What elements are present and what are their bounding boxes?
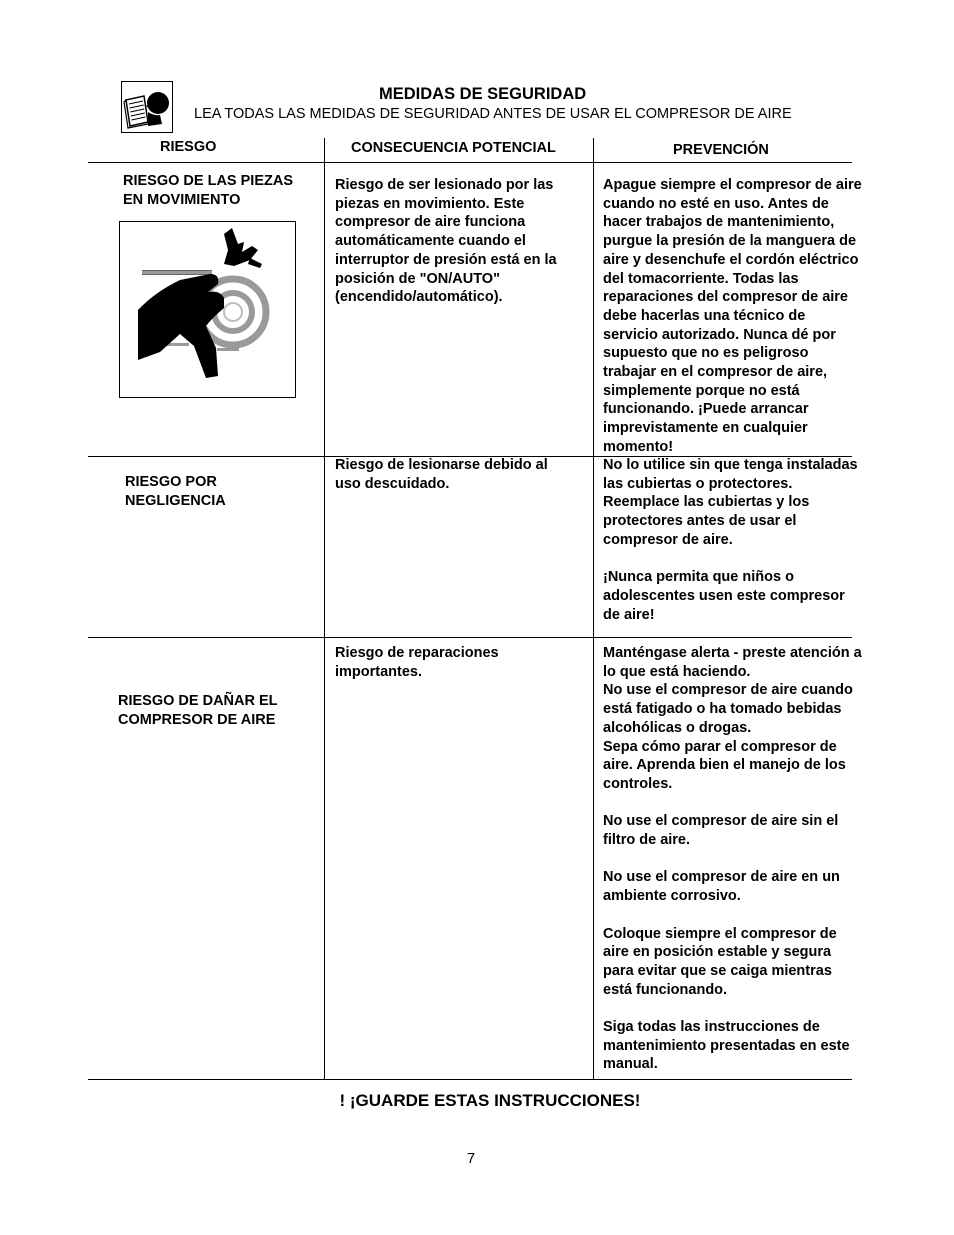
table-divider-left — [324, 138, 325, 1080]
table-cell-consequence: Riesgo de ser lesionado por las piezas en movimiento. Este compresor de aire funciona automáticamente cuando el interruptor de presión está en la posición de "ON/AUTO" (encendido/automático). — [335, 177, 557, 306]
table-cell-prevention: Manténgase alerta - preste atención a lo que está haciendo. No use el compresor de aire cuando está fatigado o ha tomado bebidas alcohólicas o drogas. Sepa cómo parar el compresor de aire. Aprenda bien el manejo de los controles. No use el compresor de aire sin el filtro de aire. No use el compresor de aire en un ambiente corrosivo. Coloque siempre el compresor de aire en posición estable y segura para evitar que se caiga mientras está funcionando. Siga todas las instrucciones de mantenimiento presentadas en este manual. — [603, 645, 862, 1073]
table-cell-prevention: Apague siempre el compresor de aire cuando no esté en uso. Antes de hacer trabajos de mantenimiento, purgue la presión de la manguera de aire y desenchufe el cordón eléctrico del tomacorriente. Todas las reparaciones del compresor de aire debe hacerlas una técnico de servicio autorizado. Nunca dé por supuesto que no es peligroso trabajar en el compresor de aire, simplemente porque no está funcionando. ¡Puede arrancar imprevistamente en cualquier momento! — [603, 177, 862, 455]
table-rule-row2 — [88, 637, 852, 638]
page-title: MEDIDAS DE SEGURIDAD — [379, 85, 587, 103]
page-number: 7 — [466, 1151, 476, 1167]
table-cell-prevention: No lo utilice sin que tenga instaladas las cubiertas o protectores. Reemplace las cubiertas y los protectores antes de usar el compresor de aire. ¡Nunca permita que niños o adolescentes usen este compresor de aire! — [603, 457, 858, 623]
table-cell-risk: RIESGO POR NEGLIGENCIA — [125, 474, 226, 509]
column-header-risk: RIESGO — [160, 139, 217, 155]
table-cell-consequence: Riesgo de lesionarse debido al uso descuidado. — [335, 457, 548, 492]
read-manual-icon — [121, 81, 173, 133]
table-rule-bottom — [88, 1079, 852, 1080]
table-cell-consequence: Riesgo de reparaciones importantes. — [335, 645, 499, 680]
table-divider-right — [593, 138, 594, 1080]
save-instructions-notice: ! ¡GUARDE ESTAS INSTRUCCIONES! — [339, 1091, 641, 1110]
moving-parts-hazard-icon — [119, 221, 296, 398]
table-cell-risk: RIESGO DE DAÑAR EL COMPRESOR DE AIRE — [118, 693, 278, 728]
page-subtitle: LEA TODAS LAS MEDIDAS DE SEGURIDAD ANTES DE USAR EL COMPRESOR DE AIRE — [194, 106, 792, 122]
column-header-prevention: PREVENCIÓN — [673, 142, 769, 158]
table-cell-risk: RIESGO DE LAS PIEZAS EN MOVIMIENTO — [123, 173, 293, 208]
column-header-consequence: CONSECUENCIA POTENCIAL — [351, 140, 556, 156]
table-rule-header — [88, 162, 852, 163]
